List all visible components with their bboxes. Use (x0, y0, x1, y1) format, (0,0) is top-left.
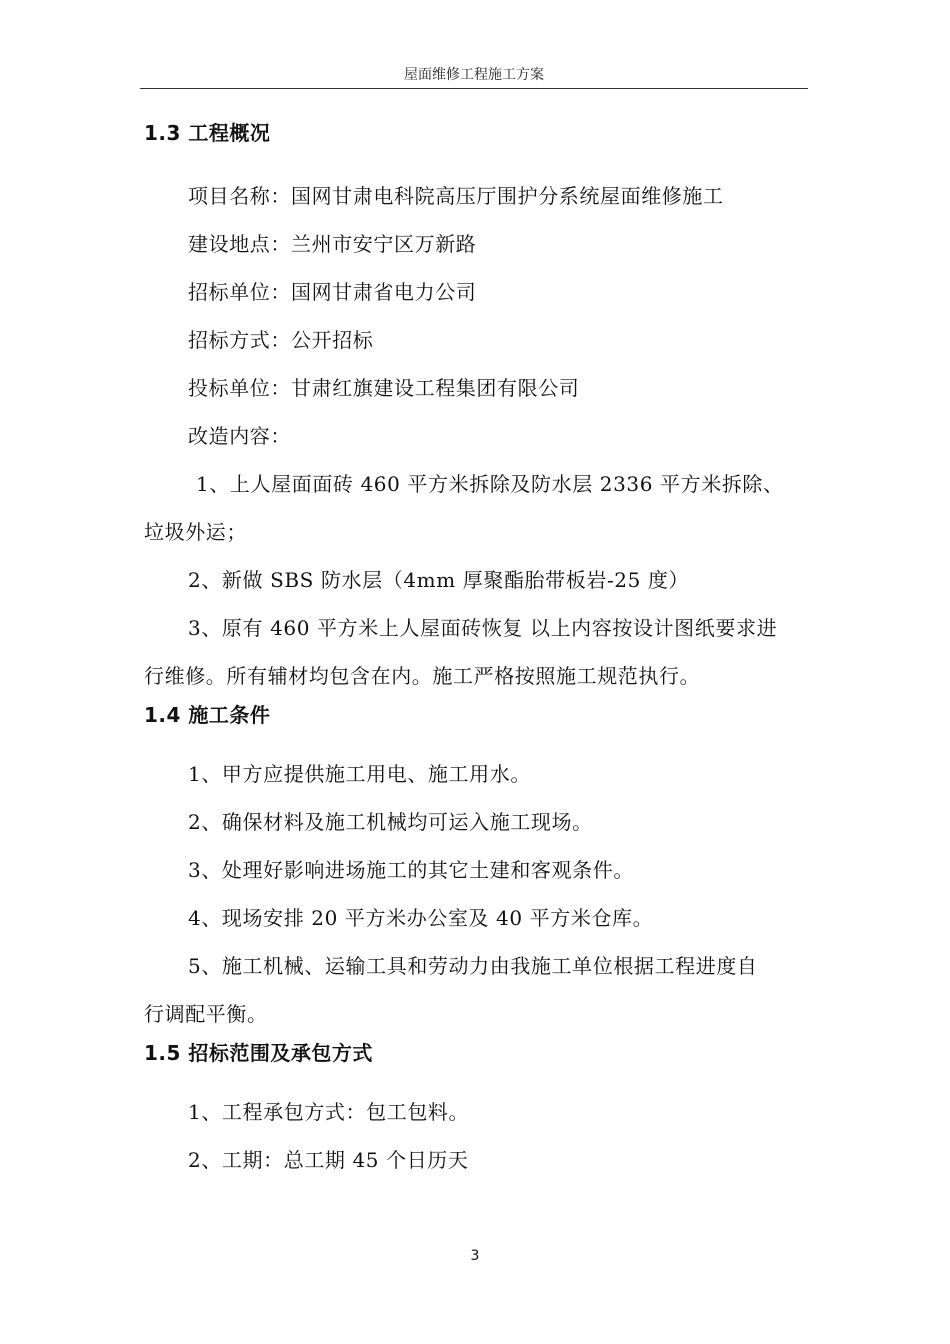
condition-5-cont: 行调配平衡。 (144, 1002, 268, 1026)
renovation-item-3-cont: 行维修。所有辅材均包含在内。施工严格按照施工规范执行。 (144, 664, 701, 688)
heading-1-5: 1.5 招标范围及承包方式 (144, 1041, 373, 1065)
heading-1-3: 1.3 工程概况 (144, 121, 271, 145)
renovation-item-3: 3、原有 460 平方米上人屋面砖恢复 以上内容按设计图纸要求进 (188, 616, 778, 640)
tendering-unit: 招标单位：国网甘肃省电力公司 (188, 280, 477, 304)
document-body (144, 118, 808, 1184)
renovation-item-1-cont: 垃圾外运； (144, 520, 247, 544)
condition-4: 4、现场安排 20 平方米办公室及 40 平方米仓库。 (188, 906, 654, 930)
heading-1-4: 1.4 施工条件 (144, 703, 271, 727)
header-divider (140, 88, 808, 89)
contract-method: 1、工程承包方式：包工包料。 (188, 1100, 470, 1124)
condition-5: 5、施工机械、运输工具和劳动力由我施工单位根据工程进度自 (188, 954, 758, 978)
construction-period: 2、工期：总工期 45 个日历天 (188, 1148, 469, 1172)
construction-site: 建设地点：兰州市安宁区万新路 (188, 232, 477, 256)
renovation-content-label: 改造内容： (188, 424, 291, 448)
renovation-item-1: 1、上人屋面面砖 460 平方米拆除及防水层 2336 平方米拆除、 (196, 472, 784, 496)
tendering-method: 招标方式：公开招标 (188, 328, 374, 352)
condition-3: 3、处理好影响进场施工的其它土建和客观条件。 (188, 858, 634, 882)
project-name: 项目名称：国网甘肃电科院高压厅围护分系统屋面维修施工 (188, 184, 724, 208)
condition-1: 1、甲方应提供施工用电、施工用水。 (188, 762, 531, 786)
bidding-unit: 投标单位：甘肃红旗建设工程集团有限公司 (188, 376, 580, 400)
page-number: 3 (470, 1248, 480, 1264)
condition-2: 2、确保材料及施工机械均可运入施工现场。 (188, 810, 593, 834)
page-header: 屋面维修工程施工方案 (404, 67, 544, 83)
renovation-item-2: 2、新做 SBS 防水层（4mm 厚聚酯胎带板岩-25 度） (188, 568, 690, 592)
